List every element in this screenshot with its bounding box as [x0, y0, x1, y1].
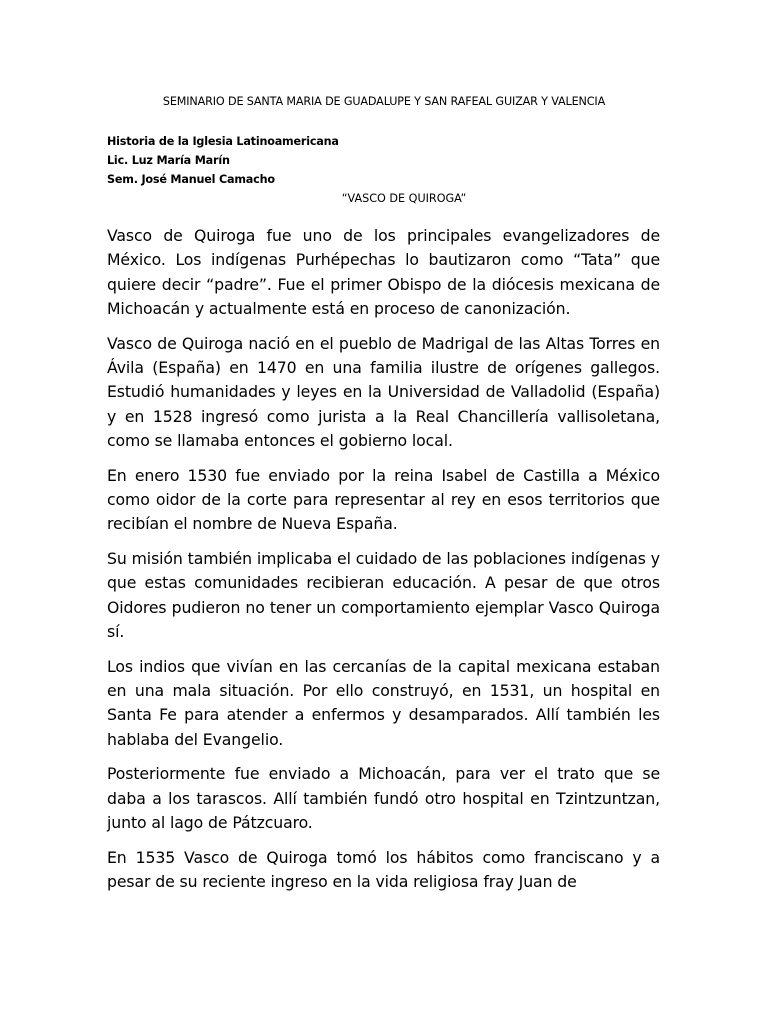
document-metadata: [107, 132, 339, 189]
body-paragraph: Posteriormente fue enviado a Michoacán, para ver el trato que se daba a los tarascos. Allí también fundó otro hospital en Tzintzuntzan, junto al lago de Pátzcuaro.: [107, 764, 660, 833]
body-paragraph: Vasco de Quiroga nació en el pueblo de Madrigal de las Altas Torres en Ávila (España) en 1470 en una familia ilustre de orígenes gallegos. Estudió humanidades y leyes en la Universidad de Valladolid (España) y en 1528 ingresó como jurista a la Real Chancillería vallisoletana, como se llamaba entonces el gobierno local.: [107, 333, 660, 450]
body-paragraph: Su misión también implicaba el cuidado de las poblaciones indígenas y que estas comunidades recibieran educación. A pesar de que otros Oidores pudieron no tener un comportamiento ejemplar Vasco Quiroga sí.: [107, 549, 660, 641]
institution-heading: SEMINARIO DE SANTA MARIA DE GUADALUPE Y SAN RAFEAL GUIZAR Y VALENCIA: [162, 95, 606, 108]
body-paragraph: En 1535 Vasco de Quiroga tomó los hábitos como franciscano y a pesar de su reciente ingreso en la vida religiosa fray Juan de: [107, 847, 660, 892]
body-paragraph: Los indios que vivían en las cercanías de la capital mexicana estaban en una mala situación. Por ello construyó, en 1531, un hospital en Santa Fe para atender a enfermos y desamparados. Allí también les hablaba del Evangelio.: [107, 656, 660, 749]
document-title: “VASCO DE QUIROGA”: [341, 192, 467, 205]
document-body: [107, 224, 660, 905]
instructor-name: Lic. Luz María Marín: [107, 154, 230, 167]
course-name: Historia de la Iglesia Latinoamericana: [107, 135, 339, 148]
student-name: Sem. José Manuel Camacho: [107, 173, 275, 186]
body-paragraph: En enero 1530 fue enviado por la reina Isabel de Castilla a México como oidor de la corte para representar al rey en esos territorios que recibían el nombre de Nueva España.: [107, 465, 660, 534]
body-paragraph: Vasco de Quiroga fue uno de los principales evangelizadores de México. Los indígenas Purhépechas lo bautizaron como “Tata” que quiere decir “padre”. Fue el primer Obispo de la diócesis mexicana de Michoacán y actualmente está en proceso de canonización.: [107, 226, 660, 318]
